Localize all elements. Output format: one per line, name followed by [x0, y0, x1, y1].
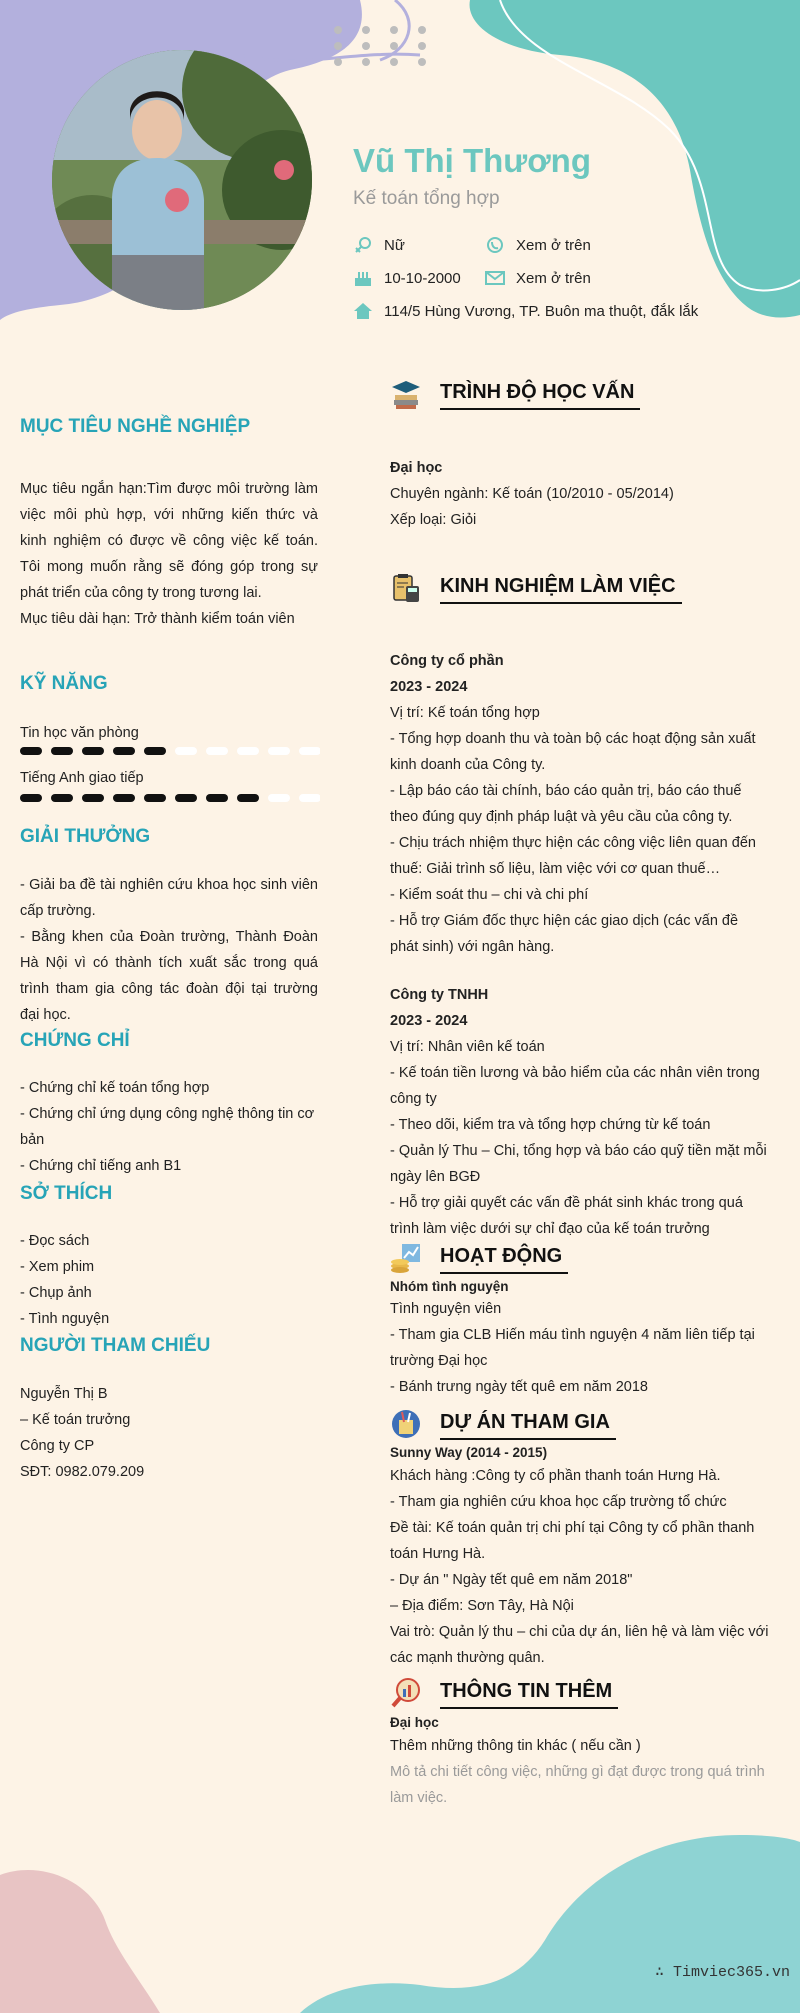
experience-title: KINH NGHIỆM LÀM VIỆC [440, 575, 682, 604]
candidate-name: Vũ Thị Thương [353, 142, 591, 179]
dob-value: 10-10-2000 [384, 269, 461, 287]
certs-body [20, 1075, 320, 1179]
email-value: Xem ở trên [516, 269, 591, 287]
skill-dash-filled [82, 794, 104, 802]
pencil-cup-icon [390, 1408, 422, 1440]
award-item: - Giải ba đề tài nghiên cứu khoa học sinh viên cấp trường. [20, 877, 318, 919]
activity-line: - Bánh trưng ngày tết quê em năm 2018 [390, 1379, 648, 1395]
extra-title: THÔNG TIN THÊM [440, 1680, 618, 1709]
education-major: Chuyên ngành: Kế toán (10/2010 - 05/2014) [390, 486, 674, 502]
objective-long: Mục tiêu dài hạn: Trở thành kiểm toán viên [20, 611, 295, 627]
project-line: - Dự án " Ngày tết quê em năm 2018" [390, 1572, 633, 1588]
email-row [485, 269, 591, 287]
skill-dash-empty [175, 747, 197, 755]
job-period: 2023 - 2024 [390, 679, 468, 695]
skill-dash-empty [237, 747, 259, 755]
skill-label-english: Tiếng Anh giao tiếp [20, 770, 144, 786]
reference-phone: SĐT: 0982.079.209 [20, 1464, 145, 1480]
cert-item: - Chứng chỉ ứng dụng công nghệ thông tin cơ bản [20, 1106, 315, 1148]
extra-header [390, 1677, 618, 1709]
phone-value: Xem ở trên [516, 236, 591, 254]
skill-dash-empty [299, 747, 320, 755]
activities-org: Nhóm tình nguyện [390, 1279, 509, 1294]
skill-dash-filled [51, 747, 73, 755]
address-value: 114/5 Hùng Vương, TP. Buôn ma thuột, đắk lắk [384, 302, 699, 320]
gender-row [353, 236, 405, 254]
job-company: Công ty cổ phần [390, 653, 504, 669]
phone-icon [485, 236, 505, 254]
job-line: - Kế toán tiền lương và bảo hiểm của các nhân viên trong công ty [390, 1065, 760, 1107]
skill-dash-empty [268, 794, 290, 802]
job-line: - Tổng hợp doanh thu và toàn bộ các hoạt động sản xuất kinh doanh của Công ty. [390, 731, 756, 773]
job-line: - Lập báo cáo tài chính, báo cáo quản trị, báo cáo thuế theo đúng quy định pháp luật và yêu cầu của công ty. [390, 783, 742, 825]
education-title: TRÌNH ĐỘ HỌC VẤN [440, 381, 640, 410]
references-body [20, 1381, 144, 1485]
experience-header [390, 572, 682, 604]
phone-row [485, 236, 591, 254]
gender-value: Nữ [384, 236, 405, 254]
skill-dash-filled [175, 794, 197, 802]
skill-label-office: Tin học văn phòng [20, 725, 139, 741]
hobby-item: - Đọc sách [20, 1233, 90, 1249]
skill-dash-filled [82, 747, 104, 755]
job-period: 2023 - 2024 [390, 1013, 468, 1029]
activity-line: Tình nguyện viên [390, 1301, 502, 1317]
skill-dash-filled [20, 747, 42, 755]
cert-item: - Chứng chỉ kế toán tổng hợp [20, 1080, 210, 1096]
hobbies-title: SỞ THÍCH [20, 1183, 113, 1204]
address-row [353, 302, 698, 320]
job-company: Công ty TNHH [390, 987, 489, 1003]
graduation-books-icon [390, 378, 422, 410]
skill-dash-filled [237, 794, 259, 802]
job-line: - Kiểm soát thu – chi và chi phí [390, 887, 589, 903]
cert-item: - Chứng chỉ tiếng anh B1 [20, 1158, 182, 1174]
skill-bar-english [20, 792, 320, 804]
job-line: Vị trí: Nhân viên kế toán [390, 1039, 545, 1055]
hobbies-body [20, 1228, 109, 1332]
hobby-item: - Xem phim [20, 1259, 95, 1275]
project-line: Vai trò: Quản lý thu – chi của dự án, liên hệ và làm việc với các mạnh thường quân. [390, 1624, 769, 1666]
education-header [390, 378, 640, 410]
projects-title: DỰ ÁN THAM GIA [440, 1411, 616, 1440]
skill-dash-empty [206, 747, 228, 755]
extra-head: Đại học [390, 1715, 439, 1730]
hobby-item: - Chụp ảnh [20, 1285, 92, 1301]
footer-brand: ∴ Timviec365.vn [655, 1964, 791, 1981]
job-line: - Hỗ trợ giải quyết các vấn đề phát sinh khác trong quá trình làm việc dưới sự chỉ đạo của kế toán trưởng [390, 1195, 743, 1237]
coins-chart-icon [390, 1242, 422, 1274]
candidate-role: Kế toán tổng hợp [353, 188, 500, 209]
job-line: - Quản lý Thu – Chi, tổng hợp và báo cáo quỹ tiền mặt mỗi ngày lên BGĐ [390, 1143, 767, 1185]
job-line: - Chịu trách nhiệm thực hiện các công việc liên quan đến thuế: Giải trình số liệu, làm việc với cơ quan thuế… [390, 835, 756, 877]
references-title: NGƯỜI THAM CHIẾU [20, 1335, 211, 1356]
objective-body [20, 476, 318, 632]
reference-company: Công ty CP [20, 1438, 95, 1454]
education-school: Đại học [390, 460, 443, 476]
chart-magnifier-icon [390, 1677, 422, 1709]
objective-short: Mục tiêu ngắn hạn:Tìm được môi trường làm việc môi phù hợp, với những kiến thức và kinh nghiệm có được về công việc kế toán. Tôi mong muốn rằng sẽ đóng góp trong sự phát triển của công ty trong tương lai. [20, 481, 318, 601]
envelope-icon [485, 269, 505, 287]
certs-title: CHỨNG CHỈ [20, 1030, 130, 1051]
projects-header [390, 1408, 616, 1440]
reference-name: Nguyễn Thị B [20, 1386, 108, 1402]
skill-dash-filled [206, 794, 228, 802]
project-name: Sunny Way (2014 - 2015) [390, 1445, 548, 1460]
objective-title: MỤC TIÊU NGHỀ NGHIỆP [20, 416, 251, 437]
skill-dash-filled [144, 747, 166, 755]
extra-line: Thêm những thông tin khác ( nếu cần ) [390, 1738, 641, 1754]
dob-row [353, 269, 461, 287]
skill-dash-filled [20, 794, 42, 802]
education-grade: Xếp loại: Giỏi [390, 512, 477, 528]
hobby-item: - Tình nguyện [20, 1311, 110, 1327]
job-line: - Theo dõi, kiểm tra và tổng hợp chứng từ kế toán [390, 1117, 711, 1133]
bottom-teal-blob [300, 1835, 800, 2013]
reference-position: – Kế toán trưởng [20, 1412, 131, 1428]
birthday-cake-icon [353, 269, 373, 287]
skill-dash-filled [51, 794, 73, 802]
project-line: Đề tài: Kế toán quản trị chi phí tại Công ty cổ phần thanh toán Hưng Hà. [390, 1520, 755, 1562]
award-item: - Bằng khen của Đoàn trường, Thành Đoàn Hà Nội vì có thành tích xuất sắc trong quá trình tham gia công tác đoàn đội tại trường đại học. [20, 929, 318, 1023]
clipboard-calculator-icon [390, 572, 422, 604]
activities-body [390, 1278, 770, 1400]
education-body [390, 455, 770, 533]
pink-blob [0, 1870, 160, 2013]
project-line: Khách hàng :Công ty cổ phần thanh toán Hưng Hà. [390, 1468, 721, 1484]
project-line: - Tham gia nghiên cứu khoa học cấp trường tổ chức [390, 1494, 727, 1510]
skill-dash-filled [144, 794, 166, 802]
job-2 [390, 982, 770, 1242]
project-line: – Địa điểm: Sơn Tây, Hà Nội [390, 1598, 574, 1614]
skill-dash-empty [299, 794, 320, 802]
job-line: Vị trí: Kế toán tổng hợp [390, 705, 540, 721]
activity-line: - Tham gia CLB Hiến máu tình nguyện 4 năm liên tiếp tại trường Đại học [390, 1327, 755, 1369]
job-line: - Hỗ trợ Giám đốc thực hiện các giao dịch (các vấn đề phát sinh) với ngân hàng. [390, 913, 739, 955]
extra-hint: Mô tả chi tiết công việc, những gì đạt được trong quá trình làm việc. [390, 1764, 765, 1806]
skill-dash-filled [113, 747, 135, 755]
extra-body [390, 1713, 770, 1811]
awards-title: GIẢI THƯỞNG [20, 826, 151, 847]
profile-photo [52, 50, 312, 310]
activities-header [390, 1242, 568, 1274]
awards-body [20, 872, 318, 1028]
job-1 [390, 648, 770, 960]
skills-title: KỸ NĂNG [20, 673, 108, 694]
home-icon [353, 302, 373, 320]
skill-bar-office [20, 745, 320, 757]
projects-body [390, 1443, 770, 1671]
skill-dash-empty [268, 747, 290, 755]
activities-title: HOẠT ĐỘNG [440, 1245, 568, 1274]
skill-dash-filled [113, 794, 135, 802]
gender-icon [353, 236, 373, 254]
